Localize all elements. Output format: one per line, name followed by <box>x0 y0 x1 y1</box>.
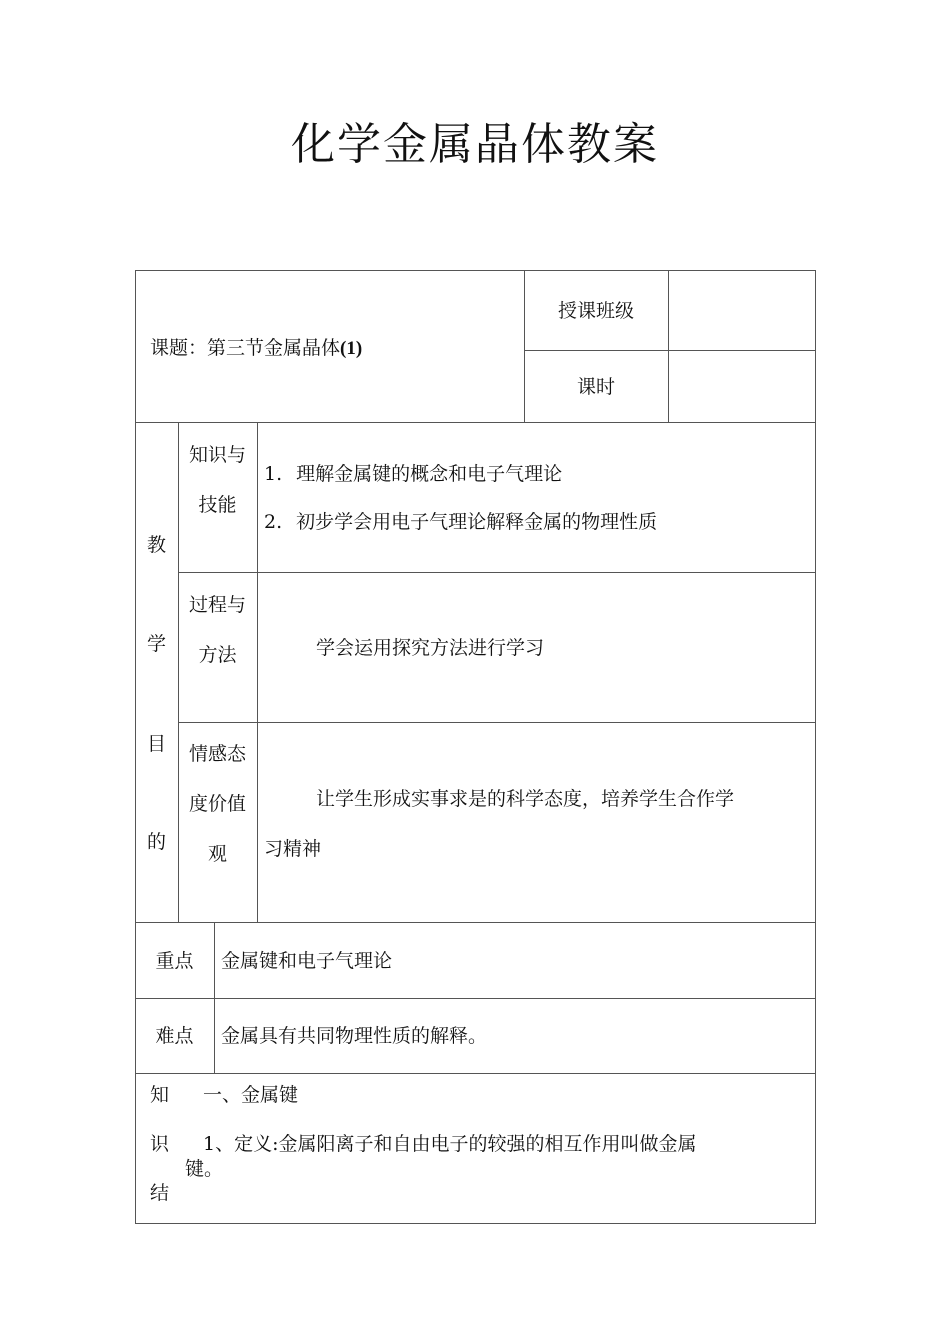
key-point-text: 金属键和电子气理论 <box>221 950 393 972</box>
knowledge-summary-definition-line1: 1、定义:金属阳离子和自由电子的较强的相互作用叫做金属 <box>203 1133 697 1155</box>
key-point-label: 重点 <box>155 950 194 972</box>
topic-suffix: (1) <box>340 338 363 359</box>
page-title: 化学金属晶体教案 <box>291 119 659 170</box>
knowledge-summary-definition-line2: 键。 <box>185 1158 224 1180</box>
topic-label: 课题：第三节金属晶体(1) <box>150 337 363 359</box>
class-label: 授课班级 <box>557 300 634 322</box>
difficulty-label: 难点 <box>155 1025 194 1047</box>
list-item: 1. 理解金属键的概念和电子气理论 <box>264 463 563 485</box>
list-item: 2. 初步学会用电子气理论解释金属的物理性质 <box>264 511 658 533</box>
emotion-values-text-line2: 习精神 <box>264 838 322 860</box>
emotion-values-text-line1: 让学生形成实事求是的科学态度，培养学生合作学 <box>316 788 735 810</box>
knowledge-summary-heading: 一、金属键 <box>203 1084 299 1106</box>
difficulty-text: 金属具有共同物理性质的解释。 <box>221 1025 488 1047</box>
process-method-text: 学会运用探究方法进行学习 <box>316 637 545 659</box>
period-label: 课时 <box>576 376 615 398</box>
